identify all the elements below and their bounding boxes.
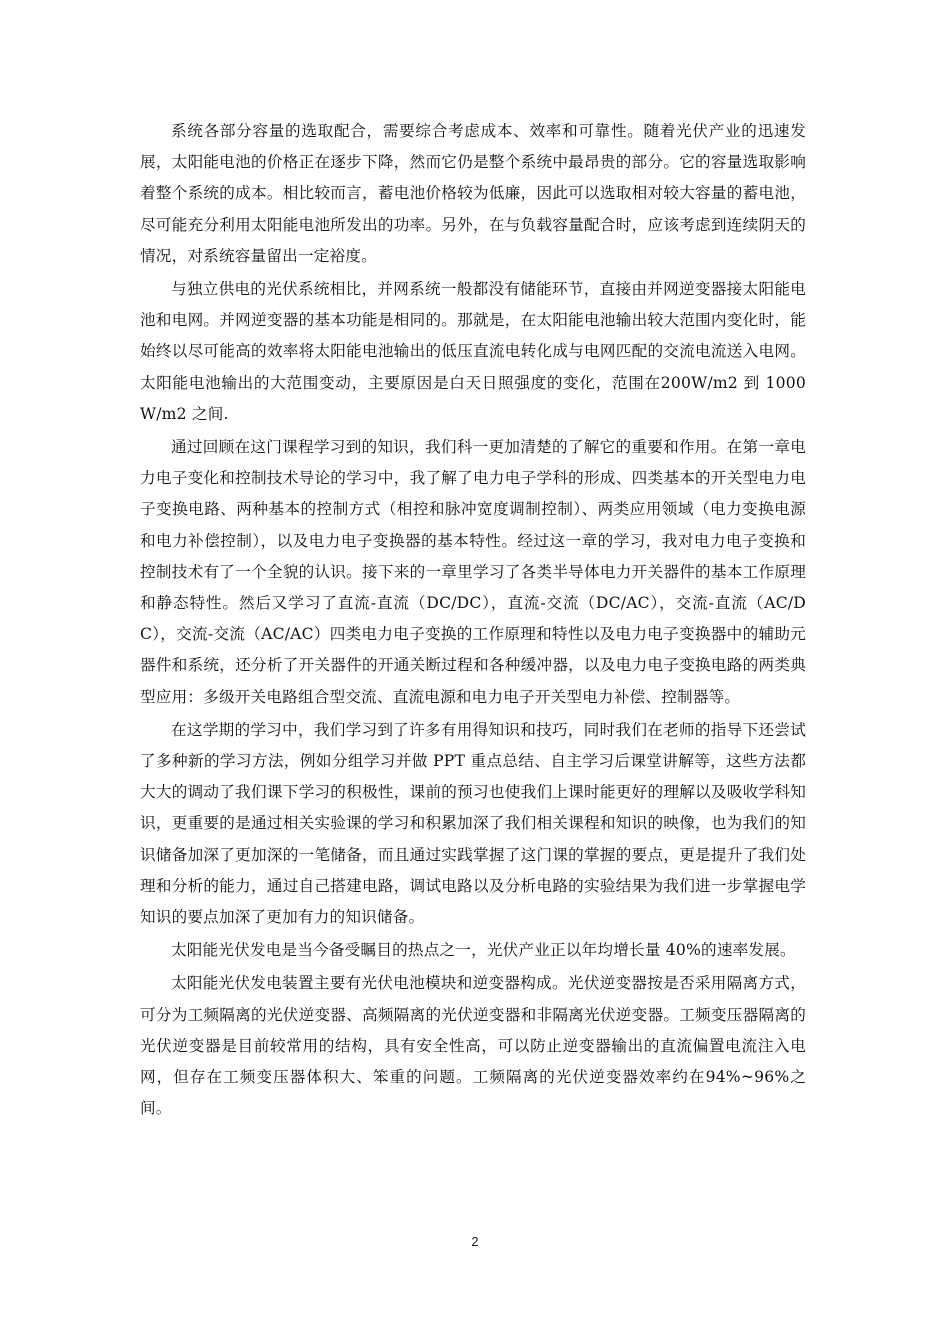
paragraph-course-review: 通过回顾在这门课程学习到的知识，我们科一更加清楚的了解它的重要和作用。在第一章电力电子变化和控制技术导论的学习中，我了解了电力电子学科的形成、四类基本的开关型电力电子变换电路、两种基本的控制方式（相控和脉冲宽度调制控制）、两类应用领域（电力变换电源和电力补偿控制），以及电力电子变换器的基本特性。经过这一章的学习，我对电力电子变换和控制技术有了一个全貌的认识。接下来的一章里学习了各类半导体电力开关器件的基本工作原理和静态特性。然后又学习了直流-直流（DC/DC），直流-交流（DC/AC），交流-直流（AC/DC），交流-交流（AC/AC）四类电力电子变换的工作原理和特性以及电力电子变换器中的辅助元器件和系统，还分析了开关器件的开通关断过程和各种缓冲器，以及电力电子变换电路的两类典型应用：多级开关电路组合型交流、直流电源和电力电子开关型电力补偿、控制器等。 xyxy=(140,438,806,706)
page-number: 2 xyxy=(471,1234,479,1249)
paragraph-grid-connected: 与独立供电的光伏系统相比，并网系统一般都没有储能环节，直接由并网逆变器接太阳能电池和电网。并网逆变器的基本功能是相同的。那就是，在太阳能电池输出较大范围内变化时，能始终以尽可能高的效率将太阳能电池输出的低压直流电转化成与电网匹配的交流电流送入电网。太阳能电池输出的大范围变动，主要原因是白天日照强度的变化，范围在200W/m2 到 1000W/m2 之间. xyxy=(140,280,806,423)
paragraph-pv-inverter: 太阳能光伏发电装置主要有光伏电池模块和逆变器构成。光伏逆变器按是否采用隔离方式，可分为工频隔离的光伏逆变器、高频隔离的光伏逆变器和非隔离光伏逆变器。工频变压器隔离的光伏逆变器是目前较常用的结构，具有安全性高，可以防止逆变器输出的直流偏置电流注入电网，但存在工频变压器体积大、笨重的问题。工频隔离的光伏逆变器效率约在94%~96%之间。 xyxy=(140,974,806,1118)
paragraph-pv-growth: 太阳能光伏发电是当今备受瞩目的热点之一，光伏产业正以年均增长量 40%的速率发展。 xyxy=(171,941,796,960)
document-body xyxy=(140,116,806,1127)
paragraph-system-capacity: 系统各部分容量的选取配合，需要综合考虑成本、效率和可靠性。随着光伏产业的迅速发展，太阳能电池的价格正在逐步下降，然而它仍是整个系统中最昂贵的部分。它的容量选取影响着整个系统的成本。相比较而言，蓄电池价格较为低廉，因此可以选取相对较大容量的蓄电池，尽可能充分利用太阳能电池所发出的功率。另外，在与负载容量配合时，应该考虑到连续阴天的情况，对系统容量留出一定裕度。 xyxy=(140,122,806,265)
paragraph-semester-learning: 在这学期的学习中，我们学习到了许多有用得知识和技巧，同时我们在老师的指导下还尝试了多种新的学习方法，例如分组学习并做 PPT 重点总结、自主学习后课堂讲解等，这些方法都大大的调动了我们课下学习的积极性，课前的预习也使我们上课时能更好的理解以及吸收学科知识，更重要的是通过相关实验课的学习和积累加深了我们相关课程和知识的映像，也为我们的知识储备加深了更加深的一笔储备，而且通过实践掌握了这门课的掌握的要点，更是提升了我们处理和分析的能力，通过自己搭建电路，调试电路以及分析电路的实验结果为我们进一步掌握电学知识的要点加深了更加有力的知识储备。 xyxy=(140,720,806,927)
